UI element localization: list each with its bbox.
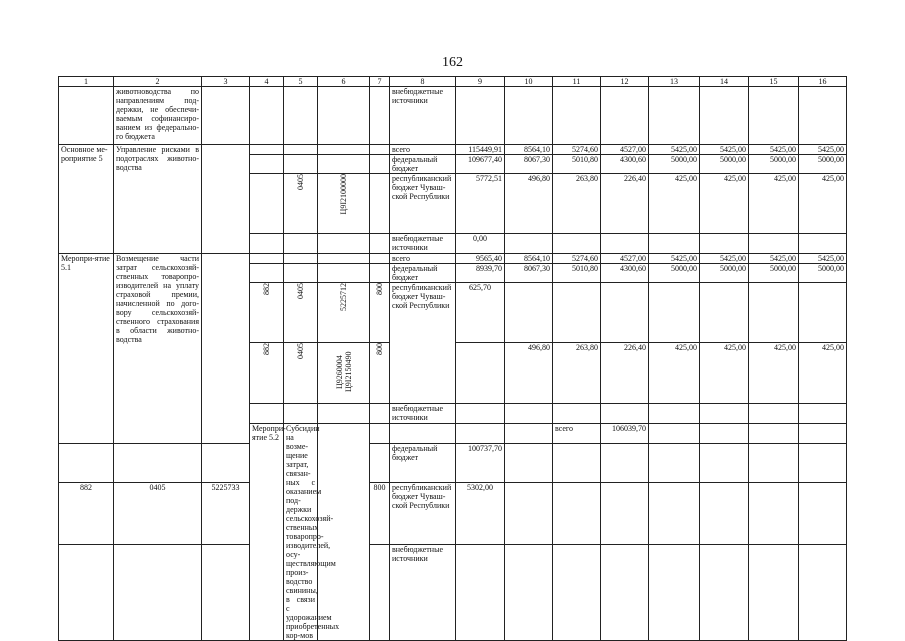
table-row [59, 254, 847, 264]
value-cell: 5000,00 [700, 155, 749, 174]
section-code: 0405 [114, 483, 202, 544]
value-cell: 8067,30 [505, 155, 553, 174]
value-cell: 226,40 [601, 343, 649, 404]
column-header: 7 [370, 77, 390, 87]
target-article-code: 5225712 [339, 283, 348, 311]
column-header: 14 [700, 77, 749, 87]
value-cell: 425,00 [749, 343, 799, 404]
target-article-code: Ц9260004 Ц9I2150490 [334, 351, 353, 393]
value-cell: 5000,00 [749, 264, 799, 283]
column-header: 2 [114, 77, 202, 87]
expense-type-code: 800 [370, 483, 390, 544]
value-cell: 5425,00 [649, 254, 700, 264]
funding-source: внебюджетные источники [390, 544, 456, 640]
column-header: 11 [553, 77, 601, 87]
funding-source: внебюджетные источники [390, 404, 456, 424]
column-header: 6 [318, 77, 370, 87]
value-cell: 5000,00 [649, 264, 700, 283]
value-cell: 496,80 [505, 174, 553, 234]
value-cell: 425,00 [649, 174, 700, 234]
table-row [59, 444, 847, 483]
value-cell: 263,80 [553, 174, 601, 234]
target-article-code: 5225733 [202, 483, 250, 544]
value-cell: 5274,60 [553, 254, 601, 264]
value-cell: 5000,00 [799, 264, 847, 283]
value-cell: 5425,00 [749, 145, 799, 155]
ministry-code: 882 [262, 343, 271, 355]
value-cell: 5425,00 [799, 254, 847, 264]
table-row [59, 87, 847, 145]
target-article-code: Ц9I2100000 [339, 174, 348, 215]
value-cell: 109677,40 [456, 155, 505, 174]
value-cell: 8939,70 [456, 264, 505, 283]
value-cell: 5000,00 [749, 155, 799, 174]
value-cell: 5010,80 [553, 155, 601, 174]
column-header: 4 [250, 77, 284, 87]
funding-source: республиканский бюджет Чуваш-ской Республики [390, 283, 456, 404]
value-cell: 425,00 [799, 174, 847, 234]
value-cell: 5000,00 [799, 155, 847, 174]
value-cell: 100737,70 [456, 444, 505, 483]
value-cell: 8067,30 [505, 264, 553, 283]
column-header: 10 [505, 77, 553, 87]
value-cell: 5010,80 [553, 264, 601, 283]
value-cell: 5302,00 [456, 483, 505, 544]
funding-source: всего [553, 424, 601, 444]
column-header: 13 [649, 77, 700, 87]
value-cell: 5425,00 [799, 145, 847, 155]
expense-type-code: 800 [375, 283, 384, 295]
value-cell: 5425,00 [700, 254, 749, 264]
value-cell: 0,00 [456, 234, 505, 254]
funding-source: внебюджетные источники [390, 234, 456, 254]
value-cell: 425,00 [700, 343, 749, 404]
ministry-code: 882 [59, 483, 114, 544]
activity-name: животноводства по направлениям под-держки, не обеспечи-ваемым софинансиро-ванием из федерально-го бюджета [114, 87, 202, 145]
activity-code: Меропри-ятие 5.1 [59, 254, 114, 444]
value-cell: 4527,00 [601, 145, 649, 155]
funding-source: внебюджетные источники [390, 87, 456, 145]
section-code: 0405 [296, 343, 305, 359]
expense-type-code: 800 [375, 343, 384, 355]
value-cell: 4300,60 [601, 155, 649, 174]
value-cell: 115449,91 [456, 145, 505, 155]
funding-source: федеральный бюджет [390, 444, 456, 483]
activity-name: Управление рисками в подотраслях животно-водства [114, 145, 202, 254]
column-header: 16 [799, 77, 847, 87]
value-cell: 4527,00 [601, 254, 649, 264]
activity-name: Возмещение части затрат сельскохозяй-ственных товаропро-изводителей на уплату страховой премии, начисленной по дого-вору сельскохозяй-ственного страхования в области животно-водства [114, 254, 202, 444]
value-cell: 496,80 [505, 343, 553, 404]
activity-code: Меропри-ятие 5.2 [250, 424, 284, 641]
funding-source: республиканский бюджет Чуваш-ской Республики [390, 483, 456, 544]
table-row [59, 483, 847, 544]
funding-source: республиканский бюджет Чуваш-ской Республики [390, 174, 456, 234]
activity-name: Субсидии на возме-щение затрат, связан-ных с оказанием под-держки сельскохозяй-ственных товаропро-изводителей, осу-ществляющим произ-водство свинины, в связи с удорожанием приобретенных кор-мов [284, 424, 318, 641]
column-header: 12 [601, 77, 649, 87]
value-cell: 8564,10 [505, 145, 553, 155]
value-cell: 425,00 [649, 343, 700, 404]
value-cell: 9565,40 [456, 254, 505, 264]
value-cell: 226,40 [601, 174, 649, 234]
page-number: 162 [442, 55, 463, 70]
column-header: 8 [390, 77, 456, 87]
funding-source: всего [390, 145, 456, 155]
table-row [59, 544, 847, 640]
column-header: 3 [202, 77, 250, 87]
value-cell: 8564,10 [505, 254, 553, 264]
activity-code: Основное ме-роприятие 5 [59, 145, 114, 254]
table-row [59, 145, 847, 155]
value-cell: 5425,00 [700, 145, 749, 155]
value-cell: 5772,51 [456, 174, 505, 234]
table-header-row [59, 77, 847, 87]
column-header: 5 [284, 77, 318, 87]
value-cell: 5000,00 [649, 155, 700, 174]
value-cell: 5000,00 [700, 264, 749, 283]
funding-source: всего [390, 254, 456, 264]
value-cell: 263,80 [553, 343, 601, 404]
funding-source: федеральный бюджет [390, 264, 456, 283]
value-cell: 425,00 [700, 174, 749, 234]
section-code: 0405 [296, 283, 305, 299]
value-cell: 425,00 [799, 343, 847, 404]
value-cell: 625,70 [456, 283, 505, 343]
column-header: 9 [456, 77, 505, 87]
section-code: 0405 [296, 174, 305, 190]
value-cell: 5274,60 [553, 145, 601, 155]
value-cell: 4300,60 [601, 264, 649, 283]
budget-table [58, 76, 847, 641]
column-header: 1 [59, 77, 114, 87]
ministry-code: 882 [262, 283, 271, 295]
value-cell: 5425,00 [749, 254, 799, 264]
funding-source: федеральный бюджет [390, 155, 456, 174]
value-cell: 106039,70 [601, 424, 649, 444]
value-cell: 425,00 [749, 174, 799, 234]
column-header: 15 [749, 77, 799, 87]
value-cell: 5425,00 [649, 145, 700, 155]
